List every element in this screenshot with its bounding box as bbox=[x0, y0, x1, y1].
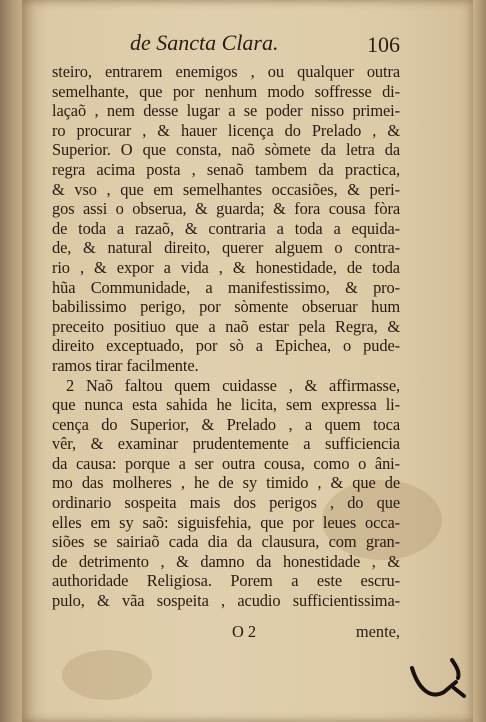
text-line: pulo, & vãa sospeita , acudio sufficientissima- bbox=[52, 591, 400, 611]
text-line: elles em sy saõ: siguisfehia, que por leues occa- bbox=[52, 512, 400, 532]
text-line: de, & natural direito, querer alguem o contra- bbox=[52, 238, 400, 258]
text-line: Superior. O que consta, naõ sòmete da letra da bbox=[52, 140, 400, 160]
text-line: direito exceptuado, por sò a Epichea, o pude- bbox=[52, 336, 400, 356]
signature-mark: O 2 bbox=[232, 622, 257, 641]
page-footer bbox=[52, 622, 400, 644]
text-line: hũa Communidade, a manifestissimo, & pro- bbox=[52, 277, 400, 297]
paper-stain bbox=[62, 650, 152, 700]
page-number: 106 bbox=[367, 32, 400, 57]
text-line: siões se sairiaõ cada dia da clausura, com gran- bbox=[52, 532, 400, 552]
running-title: de Sancta Clara. bbox=[130, 30, 279, 55]
catchword: mente, bbox=[355, 622, 400, 641]
text-line: vêr, & examinar prudentemente a sufficiencia bbox=[52, 434, 400, 454]
text-line: regra acima posta , senaõ tambem da practica, bbox=[52, 159, 400, 179]
body-text bbox=[52, 62, 400, 611]
text-line: ramos tirar facilmente. bbox=[52, 355, 199, 375]
book-spine-shadow bbox=[0, 0, 22, 722]
text-line: authoridade Religiosa. Porem a este escru- bbox=[52, 571, 400, 591]
text-line: que nunca esta sahida he licita, sem expressa li- bbox=[52, 395, 400, 415]
text-line: rio , & expor a vida , & honestidade, de toda bbox=[52, 257, 400, 277]
text-line: & vso , que em semelhantes occasiões, & peri- bbox=[52, 179, 400, 199]
text-line: laçaõ , nem desse lugar a se poder nisso primei- bbox=[52, 101, 400, 121]
text-line: gos assi o obserua, & guarda; & fora cousa fòra bbox=[52, 199, 400, 219]
page-edge bbox=[473, 0, 486, 722]
text-line: babilissimo perigo, por sòmente obseruar hum bbox=[52, 297, 400, 317]
ink-scribble-mark bbox=[408, 648, 468, 708]
text-line: steiro, entrarem enemigos , ou qualquer outra bbox=[52, 62, 400, 81]
text-line: de detrimento , & damno da honestidade , & bbox=[52, 551, 400, 571]
text-line: preceito positiuo que a naõ estar pela Regra, & bbox=[52, 316, 400, 336]
text-line: mo das molheres , he de sy timido , & que de bbox=[52, 473, 400, 493]
text-line: cença do Superior, & Prelado , a quem toca bbox=[52, 414, 400, 434]
text-line: ordinario sospeita mais dos perigos , do que bbox=[52, 493, 400, 513]
text-line: da causa: porque a ser outra cousa, como o âni- bbox=[52, 453, 400, 473]
text-line: semelhante, que por nenhum modo soffresse di- bbox=[52, 81, 400, 101]
text-line: ro procurar , & hauer licença do Prelado , & bbox=[52, 120, 400, 140]
text-line: de toda a razaõ, & contraria a toda a equida- bbox=[52, 218, 400, 238]
paragraph-start-line: 2 Naõ faltou quem cuidasse , & affirmasse, bbox=[66, 375, 400, 395]
page-header bbox=[130, 30, 400, 58]
